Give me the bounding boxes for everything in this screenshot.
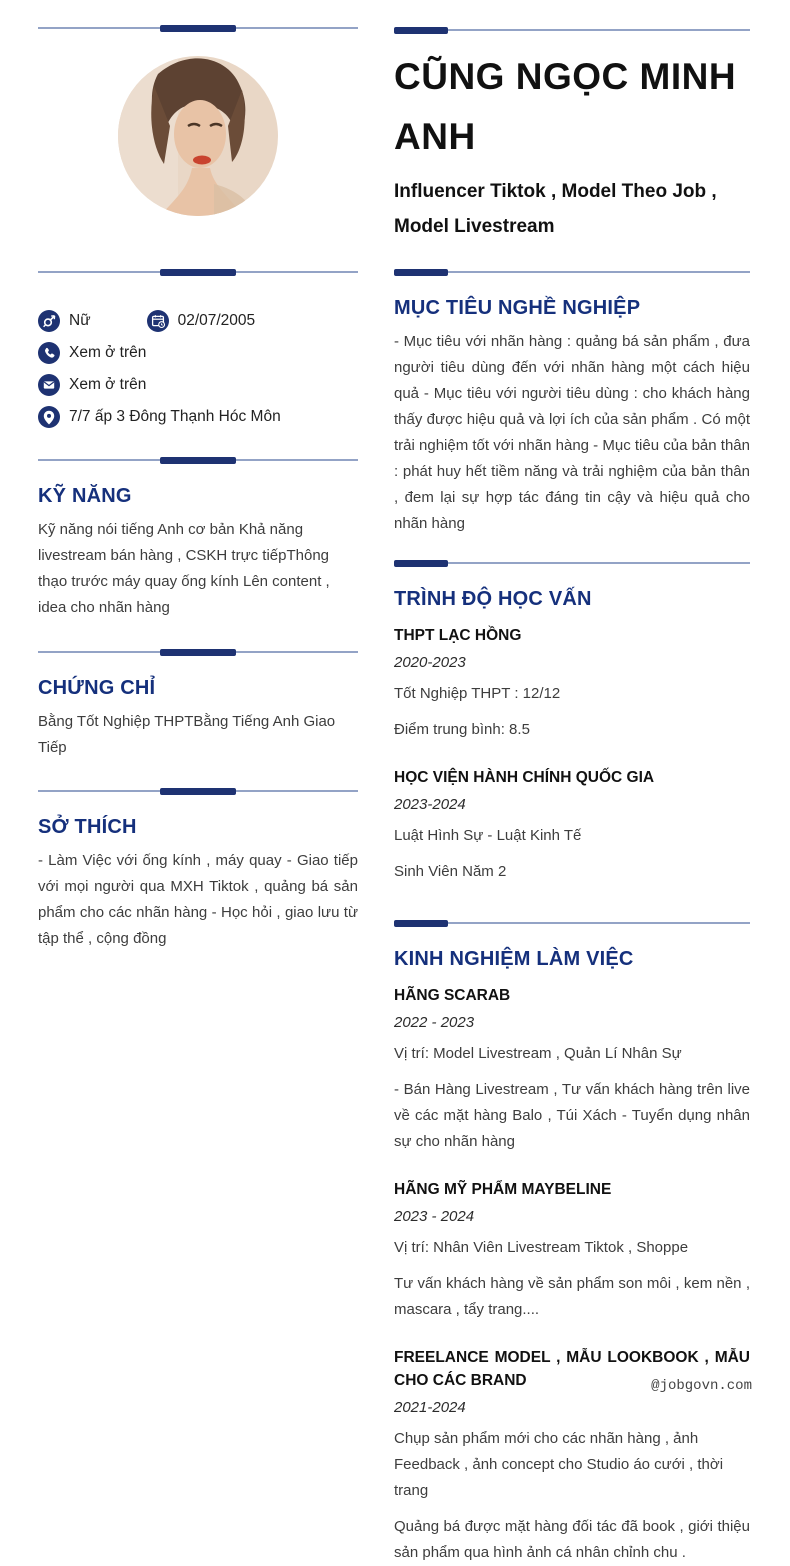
- education-period: 2023-2024: [394, 796, 466, 813]
- experience-period: 2023 - 2024: [394, 1208, 475, 1225]
- experience-period: 2022 - 2023: [394, 1014, 475, 1031]
- objective-heading: MỤC TIÊU NGHỀ NGHIỆP: [394, 297, 641, 319]
- candidate-name: CŨNG NGỌC MINH ANH: [394, 56, 737, 157]
- divider: [38, 25, 358, 32]
- divider: [394, 27, 750, 34]
- dob-value: 02/07/2005: [177, 312, 256, 329]
- location-icon: [38, 406, 60, 428]
- gender-value: Nữ: [69, 312, 91, 329]
- watermark: @jobgovn.com: [651, 1378, 752, 1394]
- address-value: 7/7 ấp 3 Đông Thạnh Hóc Môn: [69, 408, 281, 425]
- phone-icon: [38, 342, 60, 364]
- objective-body: - Mục tiêu với nhãn hàng : quảng bá sản phẩm , đưa người tiêu dùng đến với nhãn hàng một cách hiệu quả - Mục tiêu với người tiêu dùng : cho khách hàng thấy được hiệu quả và lợi ích của sản phẩm . Có một trải nghiệm tốt với nhãn hàng - Mục tiêu của bản thân : phát huy hết tiềm năng và trải nghiệm của bản thân , đem lại sự hợp tác đáng tin cậy và hiệu quả cho nhãn hàng: [394, 333, 750, 532]
- experience-period: 2021-2024: [394, 1399, 466, 1416]
- experience-detail: Quảng bá được mặt hàng đối tác đã book , giới thiệu sản phẩm qua hình ảnh cá nhân chỉnh chu .: [394, 1518, 750, 1561]
- certificates-heading: CHỨNG CHỈ: [38, 677, 156, 699]
- education-item: [394, 624, 750, 743]
- phone-value: Xem ở trên: [69, 344, 147, 361]
- divider: [38, 269, 358, 276]
- right-column: [394, 0, 750, 1566]
- candidate-title: Influencer Tiktok , Model Theo Job , Model Livestream: [394, 181, 717, 237]
- contact-info: [38, 310, 358, 428]
- company-name: HÃNG SCARAB: [394, 987, 511, 1004]
- divider: [394, 920, 750, 927]
- education-detail: Sinh Viên Năm 2: [394, 863, 507, 880]
- email-value: Xem ở trên: [69, 376, 147, 393]
- profile-photo: [118, 56, 278, 216]
- gender-icon: [38, 310, 60, 332]
- divider: [394, 269, 750, 276]
- company-name: HÃNG MỸ PHẨM MAYBELINE: [394, 1181, 612, 1198]
- divider: [38, 788, 358, 795]
- education-item: [394, 766, 750, 885]
- experience-heading: KINH NGHIỆM LÀM VIỆC: [394, 948, 634, 970]
- skills-heading: KỸ NĂNG: [38, 485, 132, 507]
- experience-detail: Chụp sản phẩm mới cho các nhãn hàng , ảnh Feedback , ảnh concept cho Studio áo cưới , thời trang: [394, 1430, 724, 1499]
- calendar-icon: [147, 310, 169, 332]
- education-period: 2020-2023: [394, 654, 466, 671]
- experience-item: [394, 984, 750, 1155]
- hobbies-body: - Làm Việc với ống kính , máy quay - Giao tiếp với mọi người qua MXH Tiktok , quảng bá sản phẩm cho các nhãn hàng - Học hỏi , giao lưu từ tập thể , cộng đồng: [38, 852, 358, 947]
- experience-detail: Tư vấn khách hàng về sản phẩm son môi , kem nền , mascara , tẩy trang....: [394, 1275, 750, 1318]
- skills-body: Kỹ năng nói tiếng Anh cơ bản Khả năng livestream bán hàng , CSKH trực tiếpThông thạo trước máy quay ống kính Lên content , idea cho nhãn hàng: [38, 521, 330, 616]
- experience-detail: - Bán Hàng Livestream , Tư vấn khách hàng trên live về các mặt hàng Balo , Túi Xách - Tuyển dụng nhân sự cho nhãn hàng: [394, 1081, 750, 1150]
- divider: [38, 649, 358, 656]
- education-detail: Luật Hình Sự - Luật Kinh Tế: [394, 827, 582, 844]
- company-name: FREELANCE MODEL , MẪU LOOKBOOK , MẪU CHO CÁC BRAND: [394, 1349, 750, 1389]
- school-name: THPT LẠC HỒNG: [394, 627, 522, 644]
- divider: [38, 457, 358, 464]
- divider: [394, 560, 750, 567]
- email-icon: [38, 374, 60, 396]
- school-name: HỌC VIỆN HÀNH CHÍNH QUỐC GIA: [394, 769, 655, 786]
- certificates-body: Bằng Tốt Nghiệp THPTBằng Tiếng Anh Giao Tiếp: [38, 713, 336, 756]
- education-heading: TRÌNH ĐỘ HỌC VẤN: [394, 588, 592, 610]
- experience-item: [394, 1178, 750, 1323]
- experience-detail: Vị trí: Model Livestream , Quản Lí Nhân Sự: [394, 1045, 682, 1062]
- hobbies-heading: SỞ THÍCH: [38, 816, 137, 838]
- education-detail: Điểm trung bình: 8.5: [394, 721, 530, 738]
- experience-detail: Vị trí: Nhân Viên Livestream Tiktok , Shoppe: [394, 1239, 689, 1256]
- left-column: [38, 0, 358, 1566]
- education-detail: Tốt Nghiệp THPT : 12/12: [394, 685, 561, 702]
